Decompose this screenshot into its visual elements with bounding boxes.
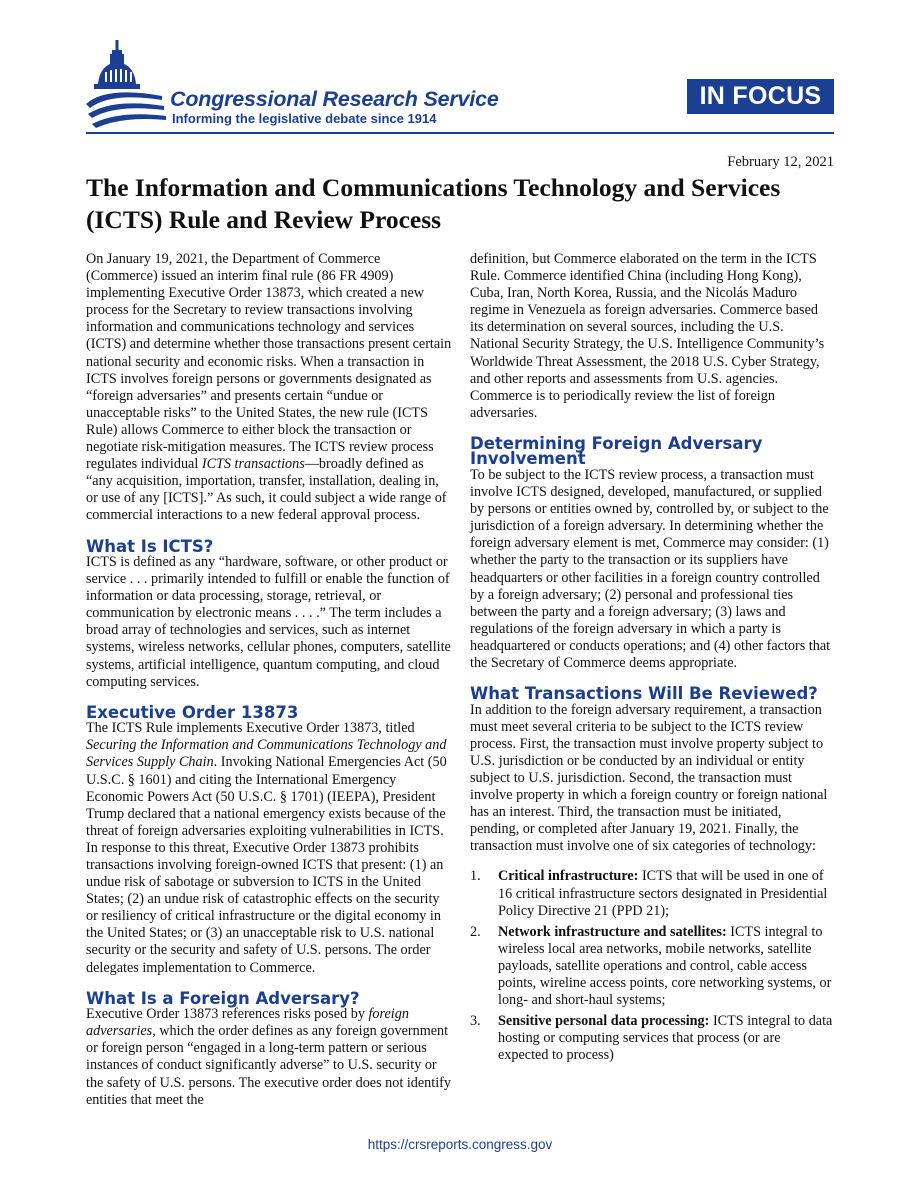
list-item-text: ICTS integral to wireless local area networks, mobile networks, satellite payloads, satellite operations and control, cable access points, wireline access points, core networking systems, or long- and short-haul systems; (498, 923, 832, 1009)
in-focus-badge: IN FOCUS (687, 79, 834, 114)
intro-text-part: On January 19, 2021, the Department of Commerce (Commerce) issued an interim final rule (86 FR 4909) implementing Executive Order 13873, which created a new process for the Secretary to review transactions involving information and communications technology and services (ICTS) and determine whether those transactions present certain national security and economic risks. When a transaction in ICTS involves foreign persons or governments designated as “foreign adversaries” and presents certain “undue or unacceptable risks” to the United States, the new rule (ICTS Rule) allows Commerce to either block the transaction or negotiate risk-mitigation measures. The ICTS review process regulates individual (86, 251, 452, 473)
heading-transactions-reviewed: What Transactions Will Be Reviewed? (470, 684, 818, 704)
technology-categories-list (470, 868, 834, 1064)
org-tagline: Informing the legislative debate since 1914 (172, 111, 437, 126)
list-item-label: Network infrastructure and satellites: (498, 923, 727, 940)
org-name: Congressional Research Service (170, 87, 499, 111)
list-number: 3. (470, 1013, 481, 1030)
list-item-text: ICTS integral to data hosting or computing services that process (or are expected to process) (498, 1013, 833, 1064)
left-column (86, 251, 452, 1109)
eo-text-part: . Invoking National Emergencies Act (50 U.S.C. § 1601) and citing the International Emergency Economic Powers Act (50 U.S.C. § 1701) (IEEPA), President Trump declared that a national emergency exists because of the threat of foreign adversaries exploiting vulnerabilities in ICTS. In response to this threat, Executive Order 13873 prohibits transactions involving foreign-owned ICTS that present: (1) an undue risk of sabotage or subversion to ICTS in the United States; (2) an undue risk of catastrophic effects on the security or resiliency of critical infrastructure or the digital economy in the United States; or (3) an unacceptable risk to U.S. national security or the security and safety of U.S. persons. The order delegates implementation to Commerce. (86, 754, 447, 976)
what-is-icts-paragraph: ICTS is defined as any “hardware, software, or other product or service . . . primarily intended to fulfill or enable the function of information or data processing, storage, retrieval, or communication by electronic means . . . .” The term includes a broad array of technologies and services, such as internet systems, wireless networks, cellular phones, computers, satellite systems, artificial intelligence, quantum computing, and cloud computing services. (86, 554, 451, 690)
eo-title-italic: Securing the Information and Communications Technology and Services Supply Chain (86, 737, 447, 771)
list-number: 1. (470, 868, 481, 885)
heading-determining-involvement: Determining Foreign Adversary Involvement (470, 433, 763, 469)
list-item (470, 868, 834, 919)
list-item (470, 924, 834, 1009)
list-number: 2. (470, 923, 481, 940)
intro-paragraph (86, 251, 452, 525)
foreign-adversary-paragraph (86, 1006, 452, 1109)
right-column (470, 251, 834, 1068)
foreign-adversary-continued: definition, but Commerce elaborated on the term in the ICTS Rule. Commerce identified China (including Hong Kong), Cuba, Iran, North Korea, Russia, and the Nicolás Maduro regime in Venezuela as foreign adversaries. Commerce based its determination on several sources, including the U.S. National Security Strategy, the U.S. Intelligence Community’s Worldwide Threat Assessment, the 2018 U.S. Cyber Strategy, and other reports and assessments from U.S. agencies. Commerce is to periodically review the list of foreign adversaries. (470, 251, 825, 421)
heading-what-is-icts: What Is ICTS? (86, 536, 214, 556)
icts-transactions-term: ICTS transactions (201, 456, 305, 473)
foreign-adversaries-term: foreign adversaries (86, 1006, 409, 1040)
footer-url-link[interactable]: https://crsreports.congress.gov (367, 1137, 553, 1152)
capitol-dome-logo (86, 40, 166, 130)
header-divider (86, 132, 834, 134)
fa-text-part: Executive Order 13873 references risks posed by (86, 1006, 369, 1023)
fa-text-part: , which the order defines as any foreign government or foreign person “engaged in a long-term pattern or serious instances of conduct significantly adverse” to U.S. security or the safety of U.S. persons. The executive order does not identify entities that meet the (86, 1023, 451, 1108)
heading-foreign-adversary: What Is a Foreign Adversary? (86, 988, 360, 1008)
publication-date: February 12, 2021 (727, 154, 834, 170)
eo-text-part: The ICTS Rule implements Executive Order 13873, titled (86, 720, 415, 737)
transactions-paragraph: In addition to the foreign adversary requirement, a transaction must meet several criteria to be subject to the ICTS review process. First, the transaction must involve property subject to U.S. jurisdiction or be conducted by an individual or entity subject to U.S. jurisdiction. Second, the transaction must involve property in which a foreign country or foreign national has an interest. Third, the transaction must be initiated, pending, or completed after January 19, 2021. Finally, the transaction must involve one of six categories of technology: (470, 701, 828, 855)
list-item-label: Sensitive personal data processing: (498, 1013, 710, 1030)
executive-order-paragraph (86, 720, 452, 976)
heading-executive-order: Executive Order 13873 (86, 702, 299, 722)
document-title: The Information and Communications Technology and Services (ICTS) Rule and Review Process (86, 173, 781, 234)
intro-text-part: —broadly defined as “any acquisition, importation, transfer, installation, dealing in, or use of any [ICTS].” As such, it could subject a wide range of commercial interactions to a new federal approval process. (86, 456, 447, 524)
list-item (470, 1013, 834, 1064)
determining-paragraph: To be subject to the ICTS review process, a transaction must involve ICTS designed, developed, manufactured, or supplied by persons or entities owned by, controlled by, or subject to the jurisdiction of a foreign adversary. In determining whether the foreign adversary element is met, Commerce may consider: (1) whether the party to the transaction or its suppliers have headquarters or other facilities in a foreign country controlled by a foreign adversary; (2) personal and professional ties between the party and a foreign adversary; (3) laws and regulations of the foreign adversary in which a party is headquartered or conducts operations; and (4) other factors that the Secretary of Commerce deems appropriate. (470, 466, 831, 671)
list-item-text: ICTS that will be used in one of 16 critical infrastructure sectors designated in Presidential Policy Directive 21 (PPD 21); (498, 868, 828, 919)
list-item-label: Critical infrastructure: (498, 868, 639, 885)
